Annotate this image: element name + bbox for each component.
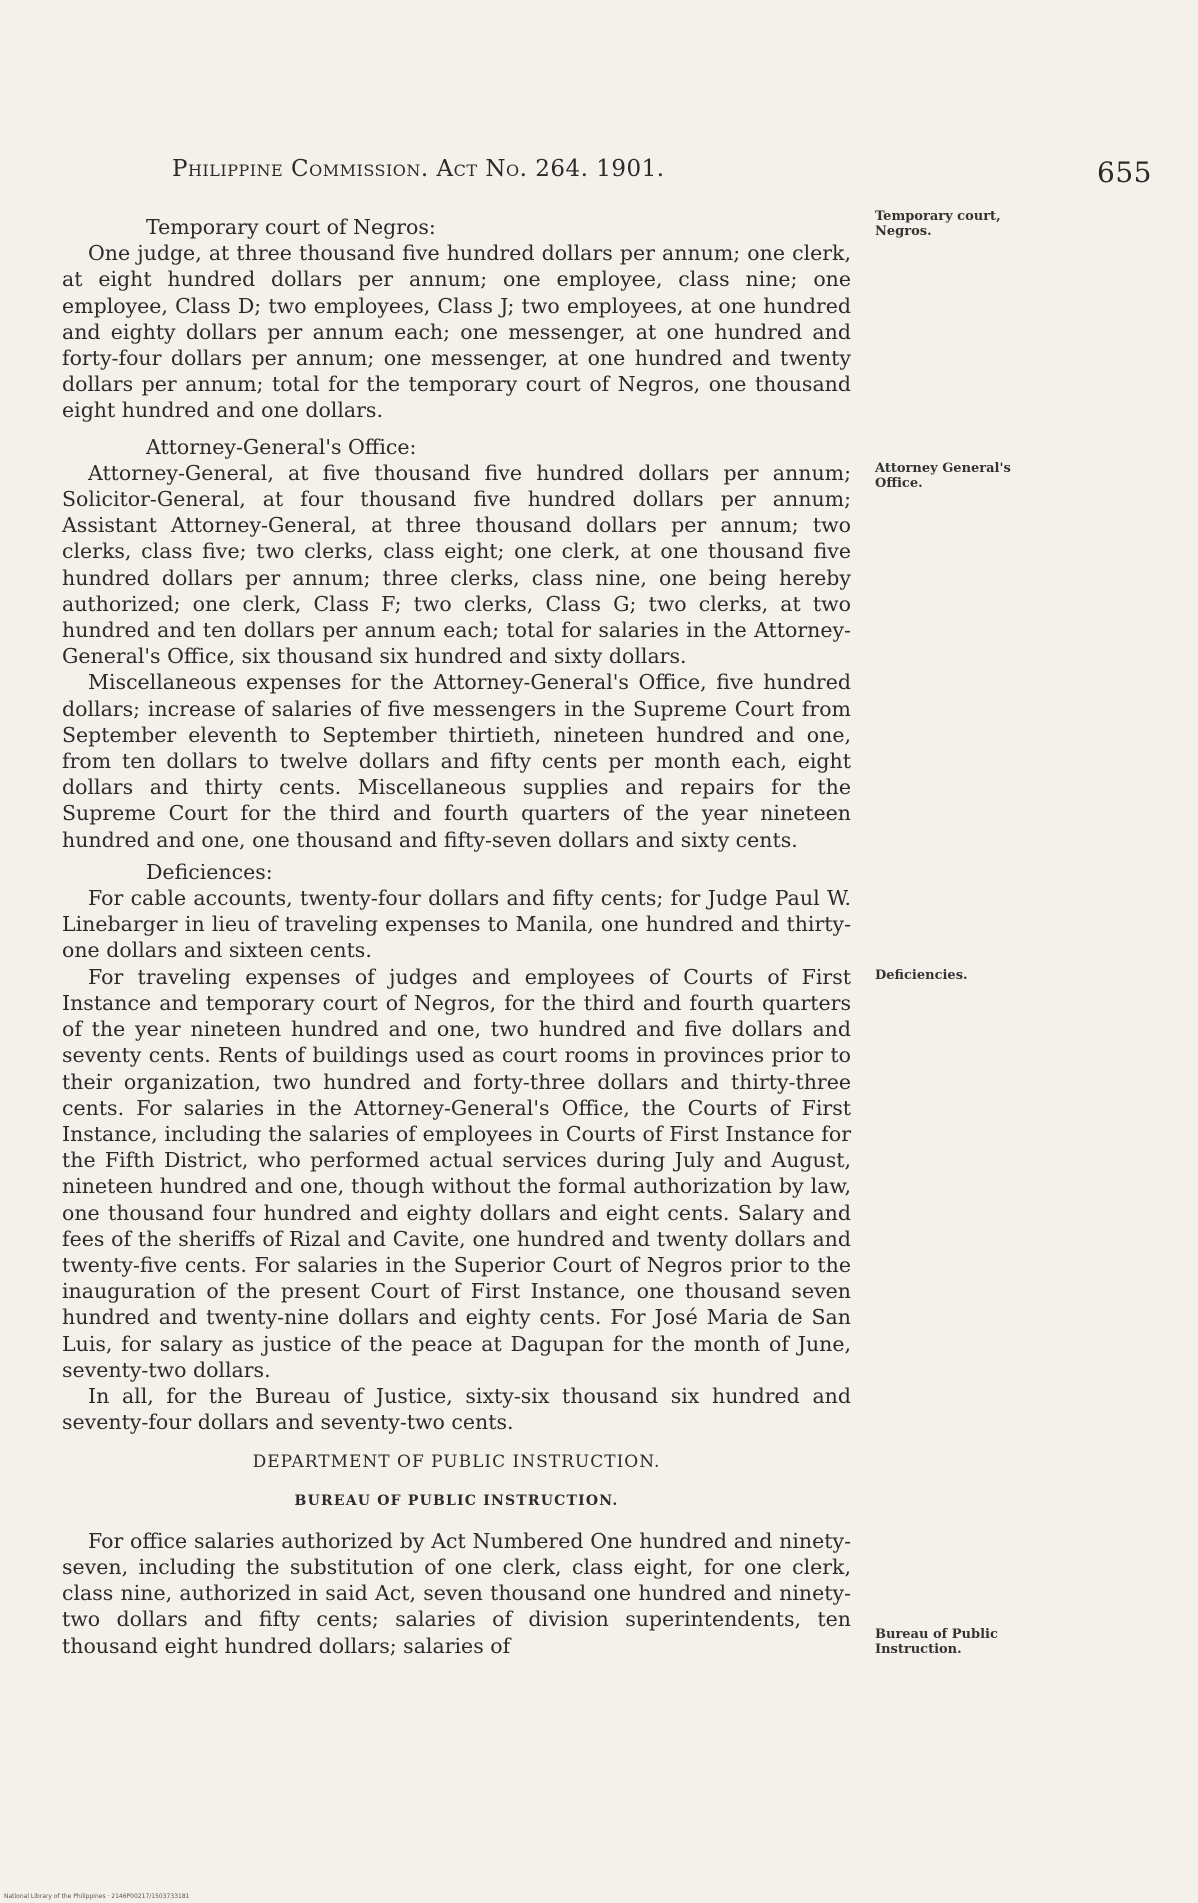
- temp-court-heading: Temporary court of Negros:: [146, 215, 436, 239]
- running-header: [172, 156, 1152, 196]
- def-paragraph-1: For cable accounts, twenty-four dollars and fifty cents; for Judge Paul W. Linebarger in lieu of traveling expenses to Manila, one hundred and thirty-one dollars and sixteen cents.: [62, 886, 851, 963]
- margin-note-bureau: Bureau of Public Instruction.: [875, 1627, 998, 1657]
- bureau-paragraph: For office salaries authorized by Act Numbered One hundred and ninety-seven, including the substitution of one clerk, class eight, for one clerk, class nine, authorized in said Act, seven thousand one hundred and ninety-two dollars and fifty cents; salaries of division superintendents, ten thousand eight hundred dollars; salaries of: [62, 1528, 851, 1658]
- department-heading: DEPARTMENT OF PUBLIC INSTRUCTION.: [252, 1452, 661, 1473]
- scan-footer: National Library of the Philippines · 2146P00217/1503733181: [4, 1893, 190, 1900]
- margin-note-temporary-court: Temporary court, Negros.: [875, 209, 1001, 239]
- page-number: 655: [1097, 156, 1152, 189]
- ag-paragraph: Attorney-General, at five thousand five hundred dollars per annum; Solicitor-General, at four thousand five hundred dollars per annum; Assistant Attorney-General, at three thousand dollars per annum; two clerks, class five; two clerks, class eight; one clerk, at one thousand five hundred dollars per annum; three clerks, class nine, one being hereby authorized; one clerk, Class F; two clerks, Class G; two clerks, at two hundred and ten dollars per annum each; total for salaries in the Attorney-General's Office, six thousand six hundred and sixty dollars.: [62, 460, 851, 669]
- bureau-heading: BUREAU OF PUBLIC INSTRUCTION.: [294, 1492, 619, 1509]
- def-paragraph-2: For traveling expenses of judges and employees of Courts of First Instance and temporary court of Negros, for the third and fourth quarters of the year nineteen hundred and one, two hundred and five dollars and seventy cents. Rents of buildings used as court rooms in provinces prior to their organization, two hundred and forty-three dollars and thirty-three cents. For salaries in the Attorney-General's Office, the Courts of First Instance, including the salaries of employees in Courts of First Instance for the Fifth District, who performed actual services during July and August, nineteen hundred and one, though without the formal authorization by law, one thousand four hundred and eighty dollars and eight cents. Salary and fees of the sheriffs of Rizal and Cavite, one hundred and twenty dollars and twenty-five cents. For salaries in the Superior Court of Negros prior to the inauguration of the present Court of First Instance, one thousand seven hundred and twenty-nine dollars and eighty cents. For José Maria de San Luis, for salary as justice of the peace at Dagupan for the month of June, seventy-two dollars.: [62, 964, 851, 1382]
- running-title: Philippine Commission. Act No. 264. 1901.: [172, 156, 665, 182]
- misc-paragraph: Miscellaneous expenses for the Attorney-General's Office, five hundred dollars; increase of salaries of five messengers in the Supreme Court from September eleventh to September thirtieth, nineteen hundred and one, from ten dollars to twelve dollars and fifty cents per month each, eight dollars and thirty cents. Miscellaneous supplies and repairs for the Supreme Court for the third and fourth quarters of the year nineteen hundred and one, one thousand and fifty-seven dollars and sixty cents.: [62, 670, 851, 852]
- in-all-paragraph: In all, for the Bureau of Justice, sixty-six thousand six hundred and seventy-four dollars and seventy-two cents.: [62, 1383, 851, 1435]
- ag-heading: Attorney-General's Office:: [146, 434, 417, 459]
- def-heading: Deficiences:: [146, 859, 273, 884]
- margin-note-attorney-general: Attorney General's Office.: [875, 461, 1011, 491]
- temp-court-paragraph: One judge, at three thousand five hundred dollars per annum; one clerk, at eight hundred dollars per annum; one employee, class nine; one employee, Class D; two employees, Class J; two employees, at one hundred and eighty dollars per annum each; one messenger, at one hundred and forty-four dollars per annum; one messenger, at one hundred and twenty dollars per annum; total for the temporary court of Negros, one thousand eight hundred and one dollars.: [62, 241, 851, 423]
- body-text: [62, 214, 851, 1659]
- margin-note-deficiencies: Deficiencies.: [875, 968, 968, 983]
